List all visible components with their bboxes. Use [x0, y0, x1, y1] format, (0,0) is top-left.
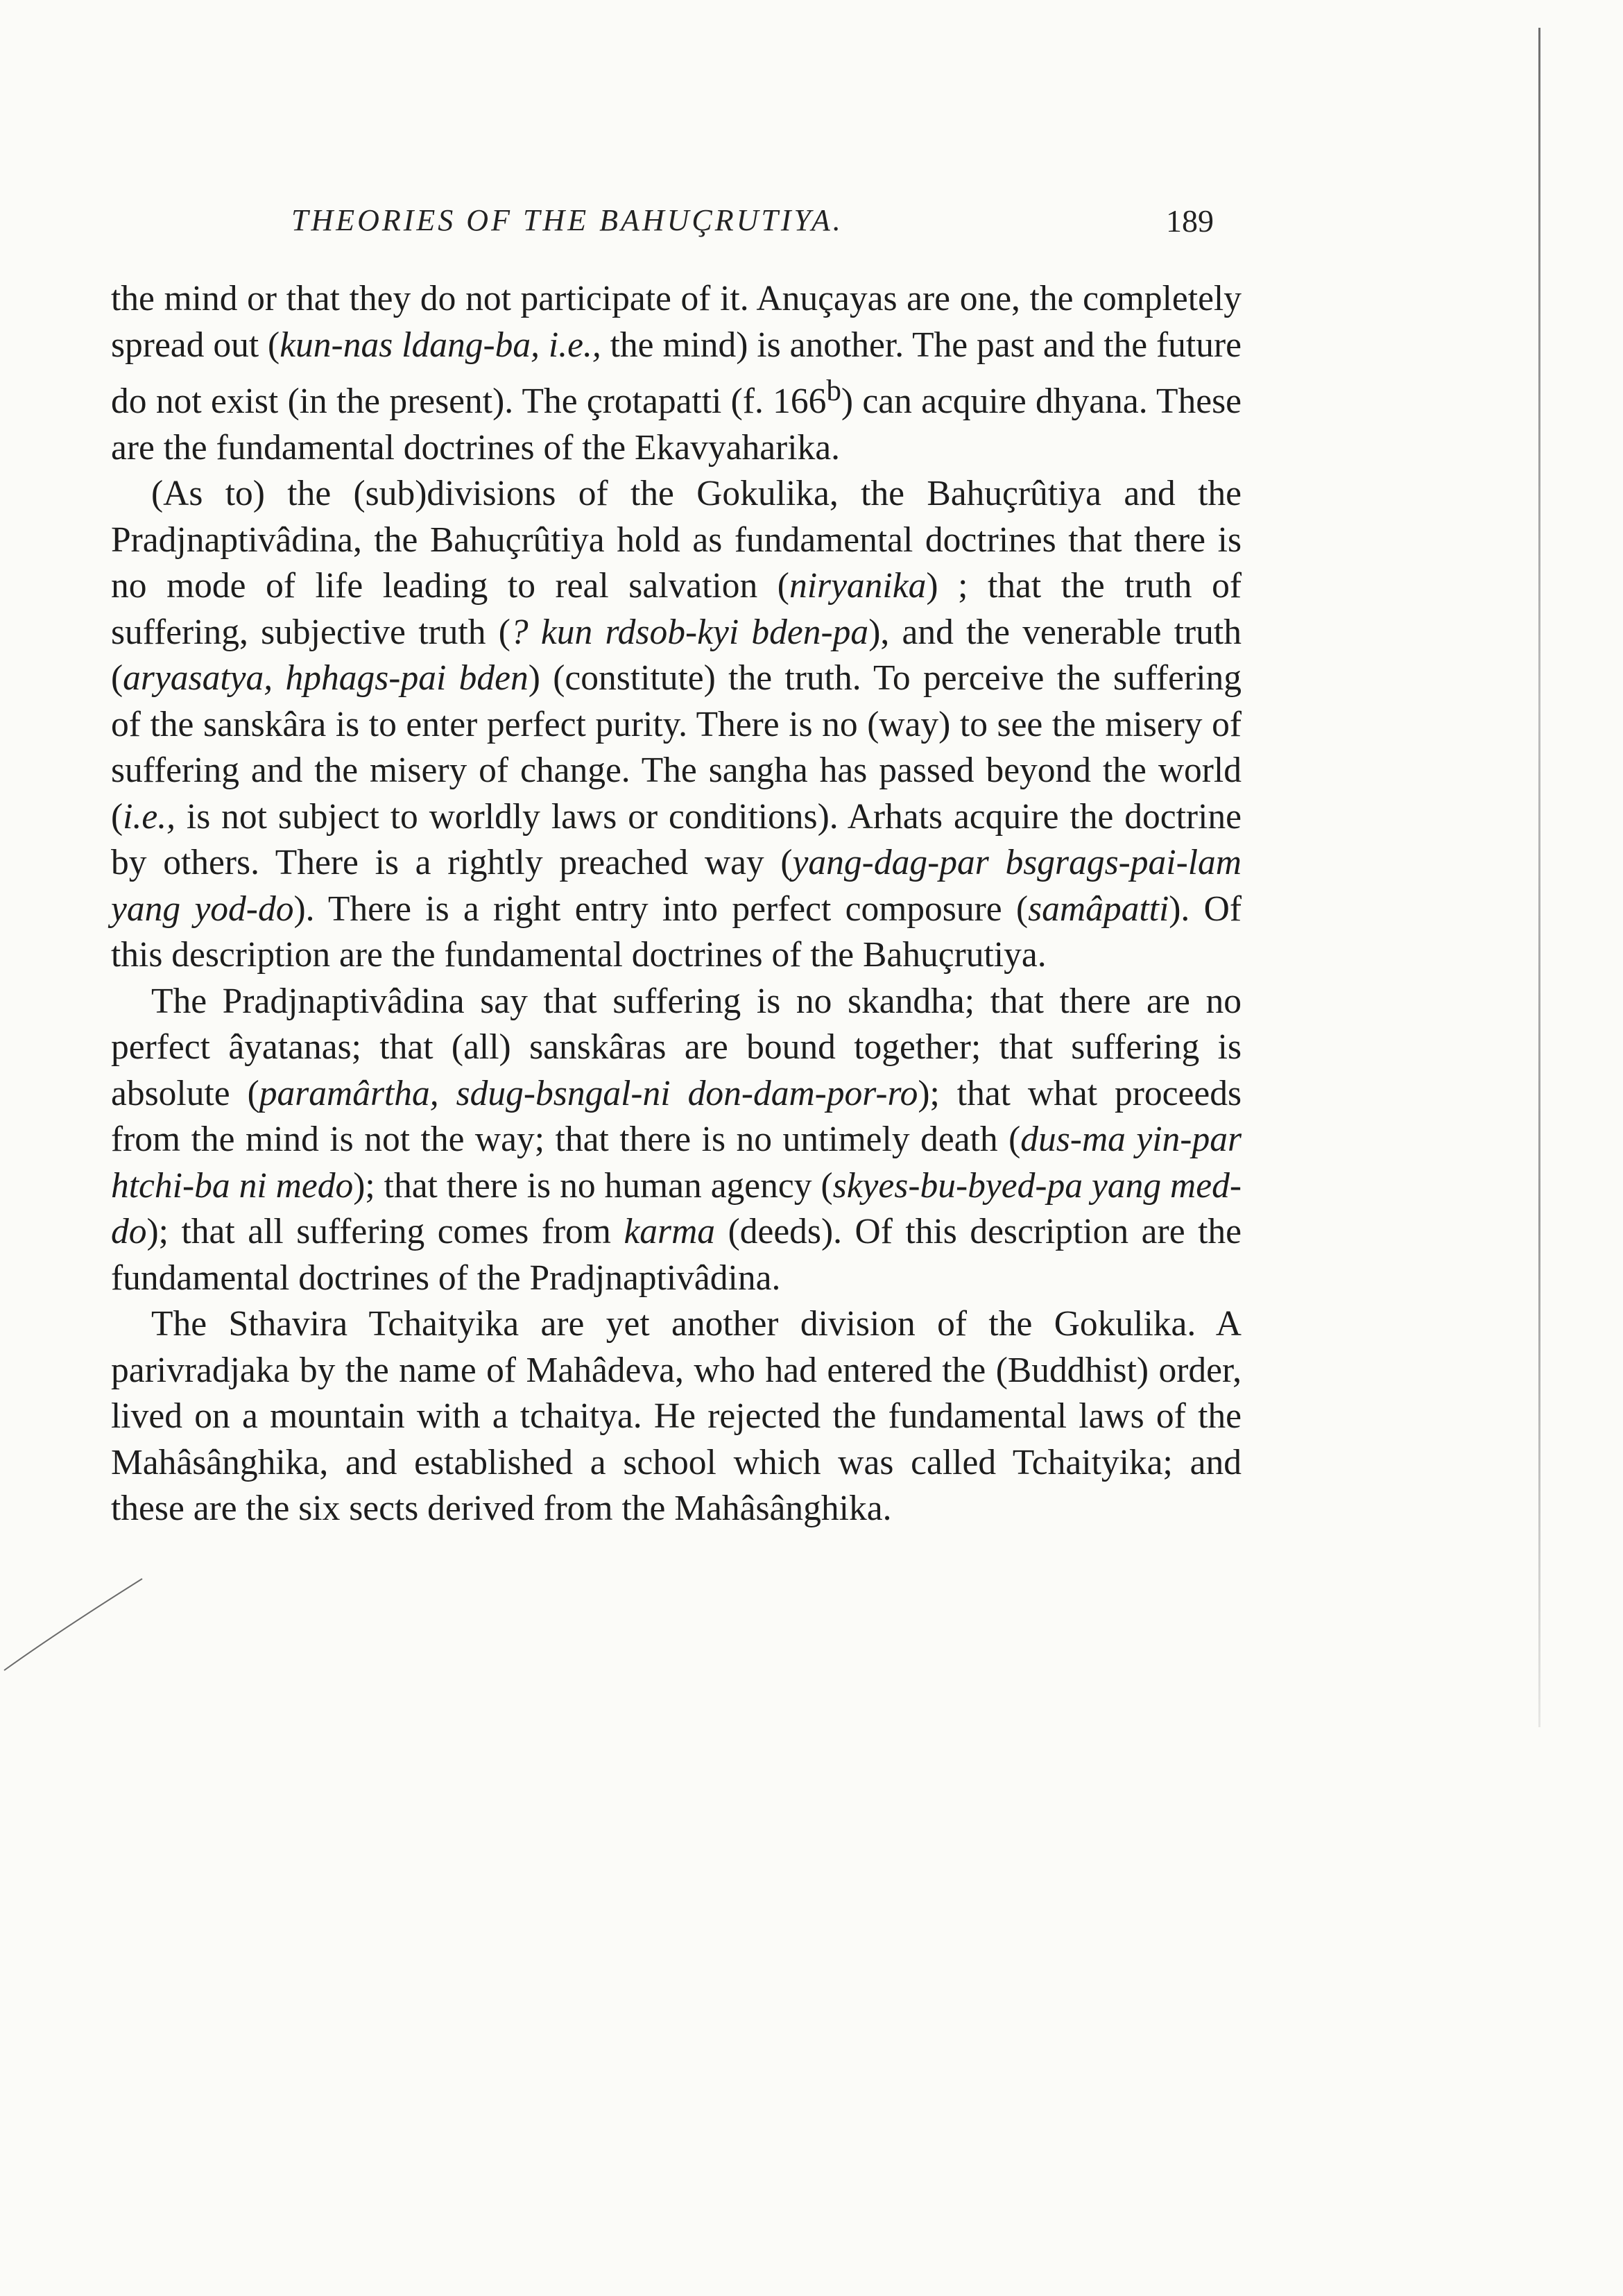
- page-edge-shadow: [1538, 28, 1540, 1727]
- paragraph-2: [111, 471, 1242, 979]
- italic-term: i.e.,: [123, 796, 175, 837]
- text-run: ) can acquire dhyana. These are the fundamental doctrines of the Ekavyaharika.: [111, 382, 1242, 468]
- text-run: ); that all suffering comes from: [146, 1212, 624, 1252]
- italic-term: dus-ma yin-par htchi-ba ni medo: [111, 1120, 1242, 1206]
- text-run: ); that there is no human agency (: [353, 1165, 833, 1206]
- text-run: ). Of this description are the fundamental doctrines of the Bahuçrutiya.: [111, 889, 1242, 975]
- italic-term: karma: [624, 1212, 716, 1252]
- italic-term: paramârtha, sdug-bsngal-ni don-dam-por-ro: [259, 1073, 918, 1113]
- italic-term: aryasatya, hphags-pai bden: [123, 658, 529, 699]
- text-run: the mind) is another. The past and the future do not exist (in the present). The çrotapatti (f. 166: [111, 325, 1242, 422]
- text-run: (As to) the (sub)divisions of the Gokulika, the Bahuçrûtiya and the Pradjnaptivâdina, the Bahuçrûtiya hold as fundamental doctrines that there is no mode of life leading to real salvation (: [111, 474, 1242, 606]
- paragraph-1: [111, 276, 1242, 471]
- italic-term: samâpatti: [1028, 889, 1169, 929]
- text-run: ). There is a right entry into perfect composure (: [293, 889, 1029, 929]
- superscript: b: [826, 375, 841, 407]
- italic-term: kun-nas ldang-ba, i.e.,: [280, 325, 601, 365]
- italic-term: ? kun rdsob-kyi bden-pa: [510, 612, 869, 652]
- paragraph-4: [111, 1301, 1242, 1532]
- italic-term: skyes-bu-byed-pa yang med-do: [111, 1165, 1242, 1252]
- body-text: [111, 276, 1242, 1532]
- page-number: 189: [1166, 203, 1214, 239]
- italic-term: yang-dag-par bsgrags-pai-lam yang yod-do: [111, 843, 1242, 929]
- text-run: ); that what proceeds from the mind is not the way; that there is no untimely death (: [111, 1073, 1242, 1160]
- text-run: The Sthavira Tchaityika are yet another division of the Gokulika. A parivradjaka by the name of Mahâdeva, who had entered the (Buddhist) order, lived on a mountain with a tchaitya. He rejected the fundamental laws of the Mahâsânghika, and established a school which was called Tchaityika; and these are the six sects derived from the Mahâsânghika.: [111, 1304, 1242, 1529]
- text-run: ), and the venerable truth (: [111, 612, 1242, 699]
- running-header: [291, 203, 1214, 251]
- text-run: the mind or that they do not participate of it. Anuçayas are one, the completely spread out (: [111, 279, 1242, 365]
- text-run: ) ; that the truth of suffering, subjective truth (: [111, 566, 1242, 652]
- paragraph-3: [111, 979, 1242, 1302]
- text-run: ) (constitute) the truth. To perceive the suffering of the sanskâra is to enter perfect purity. There is no (way) to see the misery of suffering and the misery of change. The sangha has passed beyond the world (: [111, 658, 1242, 837]
- running-title: THEORIES OF THE BAHUÇRUTIYA.: [291, 203, 843, 237]
- pencil-mark: [0, 1575, 153, 1672]
- italic-term: niryanika: [789, 566, 927, 606]
- text-run: The Pradjnaptivâdina say that suffering is no skandha; that there are no perfect âyatanas; that (all) sanskâras are bound together; that suffering is absolute (: [111, 981, 1242, 1113]
- text-run: is not subject to worldly laws or conditions). Arhats acquire the doctrine by others. There is a rightly preached way (: [111, 796, 1242, 883]
- text-run: (deeds). Of this description are the fundamental doctrines of the Pradjnaptivâdina.: [111, 1212, 1242, 1298]
